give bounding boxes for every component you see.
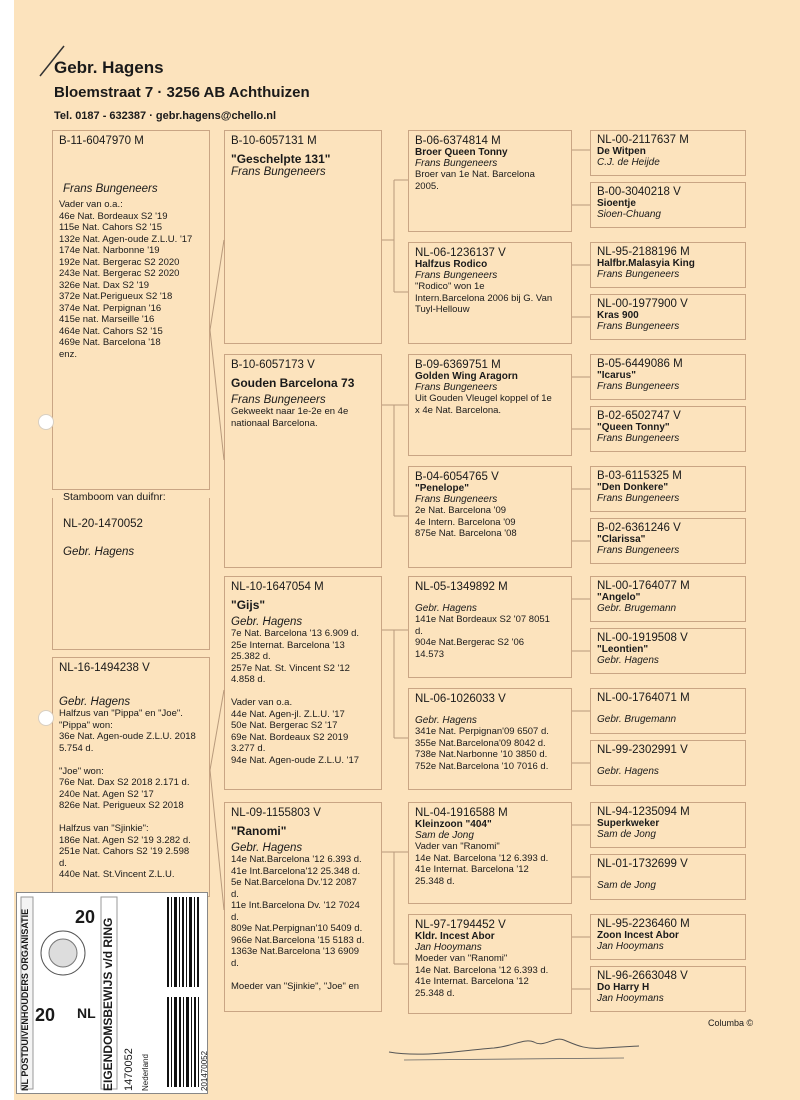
stamboom-ring: NL-20-1470052 <box>63 518 143 530</box>
father-ring: B-11-6047970 M <box>59 135 144 147</box>
grandparent-breeder: Frans Bungeneers <box>231 166 326 178</box>
great-grandparent-details: "Rodico" won 1e Intern.Barcelona 2006 bij G. Van Tuyl-Hellouw <box>415 281 553 315</box>
stamboom-label: Stamboom van duifnr: <box>63 491 166 503</box>
gg-name: "Leontien" <box>597 644 649 655</box>
gg-name: Do Harry H <box>597 982 650 993</box>
grandparent-name: "Ranomi" <box>231 824 287 838</box>
certificate-barcode-number: 201470052 <box>200 1050 209 1091</box>
gg-ring: NL-00-1764077 M <box>597 580 690 592</box>
gg-name: "Angelo" <box>597 592 641 603</box>
great-grandparent-ring: B-04-6054765 V <box>415 471 499 483</box>
gg-name: "Queen Tonny" <box>597 422 670 433</box>
gg-ring: B-02-6502747 V <box>597 410 681 422</box>
mother-ring: NL-16-1494238 V <box>59 662 150 674</box>
grandparent-details: 14e Nat.Barcelona '12 6.393 d. 41e Int.Barcelona'12 25.348 d. 5e Nat.Barcelona Dv.'12 2087 d. 11e Int.Barcelona Dv. '12 7024 d. 809e Nat.Perpignan'10 5409 d. 966e Nat.Barcelona '15 5183 d. 1363e Nat.Barcelona '13 6909 d. Moeder van "Sjinkie", "Joe" en <box>231 854 365 992</box>
gg-ring: NL-00-1977900 V <box>597 298 688 310</box>
great-grandparent-ring: B-06-6374814 M <box>415 135 501 147</box>
certificate-nl-letters: NL <box>77 1005 96 1021</box>
gg-breeder: Jan Hooymans <box>597 993 664 1004</box>
gg-breeder: Sioen-Chuang <box>597 209 661 220</box>
gg-name: Zoon Incest Abor <box>597 930 679 941</box>
great-grandparent-breeder: Jan Hooymans <box>415 942 482 953</box>
gg-name: Superkweker <box>597 818 660 829</box>
punch-hole-icon <box>38 414 54 430</box>
mother-details: Halfzus van "Pippa" en "Joe". "Pippa" won: 36e Nat. Agen-oude Z.L.U. 2018 5.754 d. "Joe" won: 76e Nat. Dax S2 2018 2.171 d. 240e Nat. Agen S2 '17 826e Nat. Perigueux S2 2018 Halfzus van "Sjinkie": 186e Nat. Agen S2 '19 3.282 d. 251e Nat. Cahors S2 '19 2.598 d. 440e Nat. St.Vincent Z.L.U. <box>59 708 196 880</box>
grandparent-name: Gouden Barcelona 73 <box>231 376 355 390</box>
mother-breeder: Gebr. Hagens <box>59 696 131 708</box>
gg-breeder: Frans Bungeneers <box>597 433 680 444</box>
gg-breeder: Frans Bungeneers <box>597 269 680 280</box>
gg-ring: NL-99-2302991 V <box>597 744 688 756</box>
great-grandparent-breeder: Gebr. Hagens <box>415 603 477 614</box>
grandparent-details: Gekweekt naar 1e-2e en 4e nationaal Barcelona. <box>231 406 349 429</box>
great-grandparent-name: Halfzus Rodico <box>415 259 488 270</box>
gg-name: Sioentje <box>597 198 636 209</box>
great-grandparent-ring: NL-04-1916588 M <box>415 807 508 819</box>
gg-breeder: Frans Bungeneers <box>597 493 680 504</box>
gg-breeder: Sam de Jong <box>597 880 656 891</box>
great-grandparent-ring: NL-06-1026033 V <box>415 693 506 705</box>
grandparent-name: "Gijs" <box>231 598 266 612</box>
gg-breeder: Gebr. Hagens <box>597 766 659 777</box>
gg-name: Halfbr.Malasyia King <box>597 258 695 269</box>
certificate-org: NL POSTDUIVENHOUDERS ORGANISATIE <box>20 908 30 1091</box>
great-grandparent-breeder: Gebr. Hagens <box>415 715 477 726</box>
certificate-title: EIGENDOMSBEWIJS v/d RING <box>101 917 115 1091</box>
grandparent-details: 7e Nat. Barcelona '13 6.909 d. 25e Internat. Barcelona '13 25.382 d. 257e Nat. St. Vincent S2 '12 4.858 d. Vader van o.a. 44e Nat. Agen-jl. Z.L.U. '17 50e Nat. Bergerac S2 '17 69e Nat. Bordeaux S2 2019 3.277 d. 94e Nat. Agen-oude Z.L.U. '17 <box>231 628 360 766</box>
grandparent-ring: NL-10-1647054 M <box>231 581 324 593</box>
grandparent-name: "Geschelpte 131" <box>231 152 331 166</box>
gg-breeder: Frans Bungeneers <box>597 321 680 332</box>
gg-name: "Den Donkere" <box>597 482 669 493</box>
certificate-year-right: 20 <box>75 907 96 927</box>
certificate-year-left: 20 <box>35 1005 56 1025</box>
gg-breeder: C.J. de Heijde <box>597 157 660 168</box>
gg-ring: NL-00-1919508 V <box>597 632 688 644</box>
breeder-address: Bloemstraat 7 · 3256 AB Achthuizen <box>54 84 310 101</box>
grandparent-breeder: Frans Bungeneers <box>231 394 326 406</box>
gg-breeder: Frans Bungeneers <box>597 545 680 556</box>
breeder-contact: Tel. 0187 - 632387 · gebr.hagens@chello.nl <box>54 110 277 122</box>
great-grandparent-ring: NL-97-1794452 V <box>415 919 506 931</box>
stamboom-breeder: Gebr. Hagens <box>63 546 135 558</box>
copyright: Columba © <box>708 1018 754 1028</box>
great-grandparent-details: 141e Nat Bordeaux S2 '07 8051 d. 904e Nat.Bergerac S2 '06 14.573 <box>415 614 550 660</box>
gg-name: "Icarus" <box>597 370 636 381</box>
gg-ring: NL-94-1235094 M <box>597 806 690 818</box>
great-grandparent-name: Kldr. Incest Abor <box>415 931 495 942</box>
gg-breeder: Sam de Jong <box>597 829 656 840</box>
father-details: Vader van o.a.: 46e Nat. Bordeaux S2 '19 115e Nat. Cahors S2 '15 132e Nat. Agen-oude Z.L.U. '17 174e Nat. Narbonne '19 192e Nat. Bergerac S2 2020 243e Nat. Bergerac S2 2020 326e Nat. Dax S2 '19 372e Nat.Perigueux S2 '18 374e Nat. Perpignan '16 415e nat. Marseille '16 464e Nat. Cahors S2 '15 469e Nat. Barcelona '18 enz. <box>59 199 193 360</box>
gg-ring: NL-01-1732699 V <box>597 858 688 870</box>
gg-ring: B-05-6449086 M <box>597 358 683 370</box>
great-grandparent-ring: NL-06-1236137 V <box>415 247 506 259</box>
great-grandparent-name: Kleinzoon "404" <box>415 819 492 830</box>
great-grandparent-ring: B-09-6369751 M <box>415 359 501 371</box>
grandparent-breeder: Gebr. Hagens <box>231 616 303 628</box>
great-grandparent-ring: NL-05-1349892 M <box>415 581 508 593</box>
gg-ring: NL-95-2236460 M <box>597 918 690 930</box>
great-grandparent-details: Broer van 1e Nat. Barcelona 2005. <box>415 169 535 192</box>
great-grandparent-details: 341e Nat. Perpignan'09 6507 d. 355e Nat.Barcelona'09 8042 d. 738e Nat.Narbonne '10 3850 d. 752e Nat.Barcelona '10 7016 d. <box>415 726 549 772</box>
great-grandparent-breeder: Sam de Jong <box>415 830 474 841</box>
signature-icon <box>384 1030 644 1070</box>
great-grandparent-details: Uit Gouden Vleugel koppel of 1e x 4e Nat. Barcelona. <box>415 393 552 416</box>
ownership-certificate <box>16 892 208 1094</box>
gg-breeder: Jan Hooymans <box>597 941 664 952</box>
gg-name: "Clarissa" <box>597 534 646 545</box>
great-grandparent-details: Vader van "Ranomi" 14e Nat. Barcelona '12 6.393 d. 41e Internat. Barcelona '12 25.348 d. <box>415 841 549 887</box>
certificate-country: Nederland <box>141 1054 150 1091</box>
gg-ring: NL-96-2663048 V <box>597 970 688 982</box>
certificate-ring-number: 1470052 <box>123 1048 135 1091</box>
great-grandparent-breeder: Frans Bungeneers <box>415 382 498 393</box>
great-grandparent-name: "Penelope" <box>415 483 469 494</box>
grandparent-ring: NL-09-1155803 V <box>231 807 321 819</box>
grandparent-ring: B-10-6057173 V <box>231 359 315 371</box>
gg-breeder: Gebr. Brugemann <box>597 714 677 725</box>
gg-breeder: Gebr. Brugemann <box>597 603 677 614</box>
gg-ring: NL-00-1764071 M <box>597 692 690 704</box>
great-grandparent-breeder: Frans Bungeneers <box>415 158 498 169</box>
gg-ring: NL-95-2188196 M <box>597 246 690 258</box>
gg-breeder: Frans Bungeneers <box>597 381 680 392</box>
grandparent-ring: B-10-6057131 M <box>231 135 317 147</box>
great-grandparent-name: Broer Queen Tonny <box>415 147 508 158</box>
punch-hole-icon <box>38 710 54 726</box>
great-grandparent-details: 2e Nat. Barcelona '09 4e Intern. Barcelona '09 875e Nat. Barcelona '08 <box>415 505 517 539</box>
grandparent-breeder: Gebr. Hagens <box>231 842 303 854</box>
father-breeder: Frans Bungeneers <box>63 183 158 195</box>
great-grandparent-details: Moeder van "Ranomi" 14e Nat. Barcelona '12 6.393 d. 41e Internat. Barcelona '12 25.348 d. <box>415 953 549 999</box>
gg-name: Kras 900 <box>597 310 639 321</box>
great-grandparent-breeder: Frans Bungeneers <box>415 494 498 505</box>
great-grandparent-name: Golden Wing Aragorn <box>415 371 518 382</box>
breeder-name: Gebr. Hagens <box>54 58 164 77</box>
gg-ring: B-03-6115325 M <box>597 470 682 482</box>
gg-ring: B-02-6361246 V <box>597 522 681 534</box>
gg-name: De Witpen <box>597 146 646 157</box>
gg-breeder: Gebr. Hagens <box>597 655 659 666</box>
gg-ring: NL-00-2117637 M <box>597 134 689 146</box>
great-grandparent-breeder: Frans Bungeneers <box>415 270 498 281</box>
gg-ring: B-00-3040218 V <box>597 186 681 198</box>
